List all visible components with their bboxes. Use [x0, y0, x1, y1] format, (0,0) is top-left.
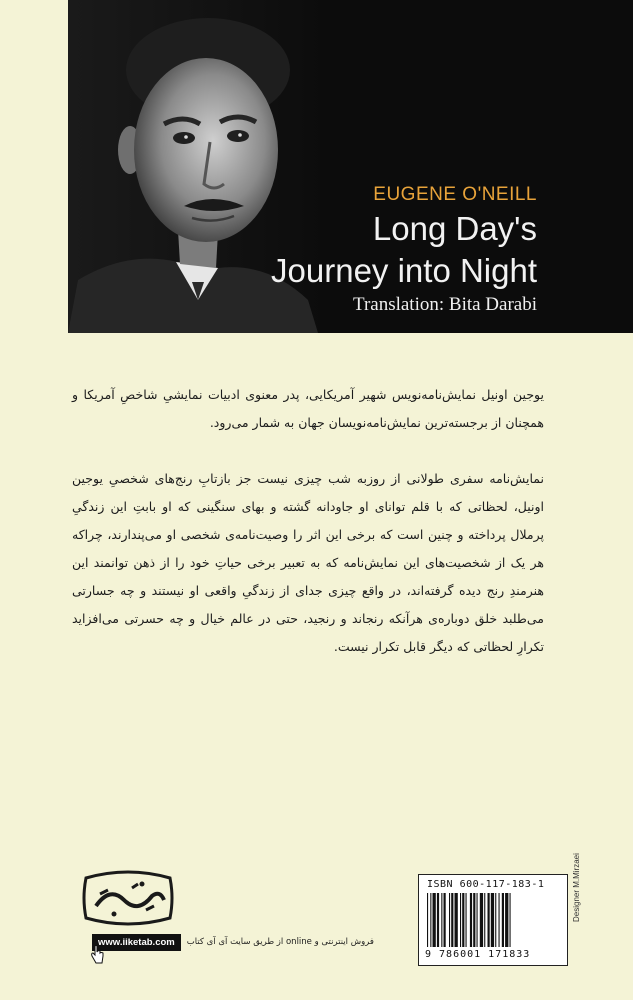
author-name: EUGENE O'NEILL [373, 184, 537, 205]
website-bar [92, 932, 388, 952]
isbn-number: ISBN 600-117-183-1 [427, 879, 545, 890]
publisher-logo [80, 870, 176, 926]
online-sales-text: فروش اینترنتی و online از طریق سایت آی آی کتاب [186, 937, 374, 947]
book-title-line-1: Long Day's [372, 210, 537, 247]
barcode-number: 9 786001 171833 [425, 949, 531, 960]
barcode-icon [427, 893, 559, 947]
author-photo-panel [68, 0, 633, 333]
description-paragraph-2: نمایش‌نامه سفری طولانی از روزبه شب چیزی نیست جز بازتابِ رنج‌های شخصیِ یوجین اونیل، لحظاتی که با قلم توانای او جاودانه گشته و بهای سنگینی که او بابتِ این زندگیِ پرملال پرداخته و چنین است که برخی این اثر را وصیت‌نامه‌ی شخصی او می‌پندارند، چراکه هر یک از شخصیت‌های این نمایش‌نامه که به تعبیر برخی حیاتِ خود را از ذهن توانمند این هنرمندِ رنج دیده گرفته‌اند، در واقع چیزی جدای از زندگیِ واقعی او نیستند و چه جسارتی می‌طلبد خلق دوباره‌ی هرآنکه رنجاند و رنجید، حتی در عالم خیال و چه حسرتی می‌افزاید تکرارِ لحظاتی که دیگر قابل تکرار نیست. [72, 470, 544, 654]
translator-credit: Translation: Bita Darabi [353, 294, 537, 315]
hand-cursor-icon [90, 945, 104, 965]
designer-credit: Designer M.Mirzaei [572, 853, 581, 922]
barcode-box [418, 874, 568, 966]
book-title-line-2: Journey into Night [271, 252, 537, 289]
description-paragraph-1: یوجین اونیل نمایش‌نامه‌نویس شهیر آمریکایی، پدر معنوی ادبیات نمایشیِ شاخصِ آمریکا و همچنان از برجسته‌ترین نمایش‌نامه‌نویسان جهان به شمار می‌رود. [72, 386, 544, 430]
website-link[interactable]: www.iiketab.com [92, 934, 181, 951]
